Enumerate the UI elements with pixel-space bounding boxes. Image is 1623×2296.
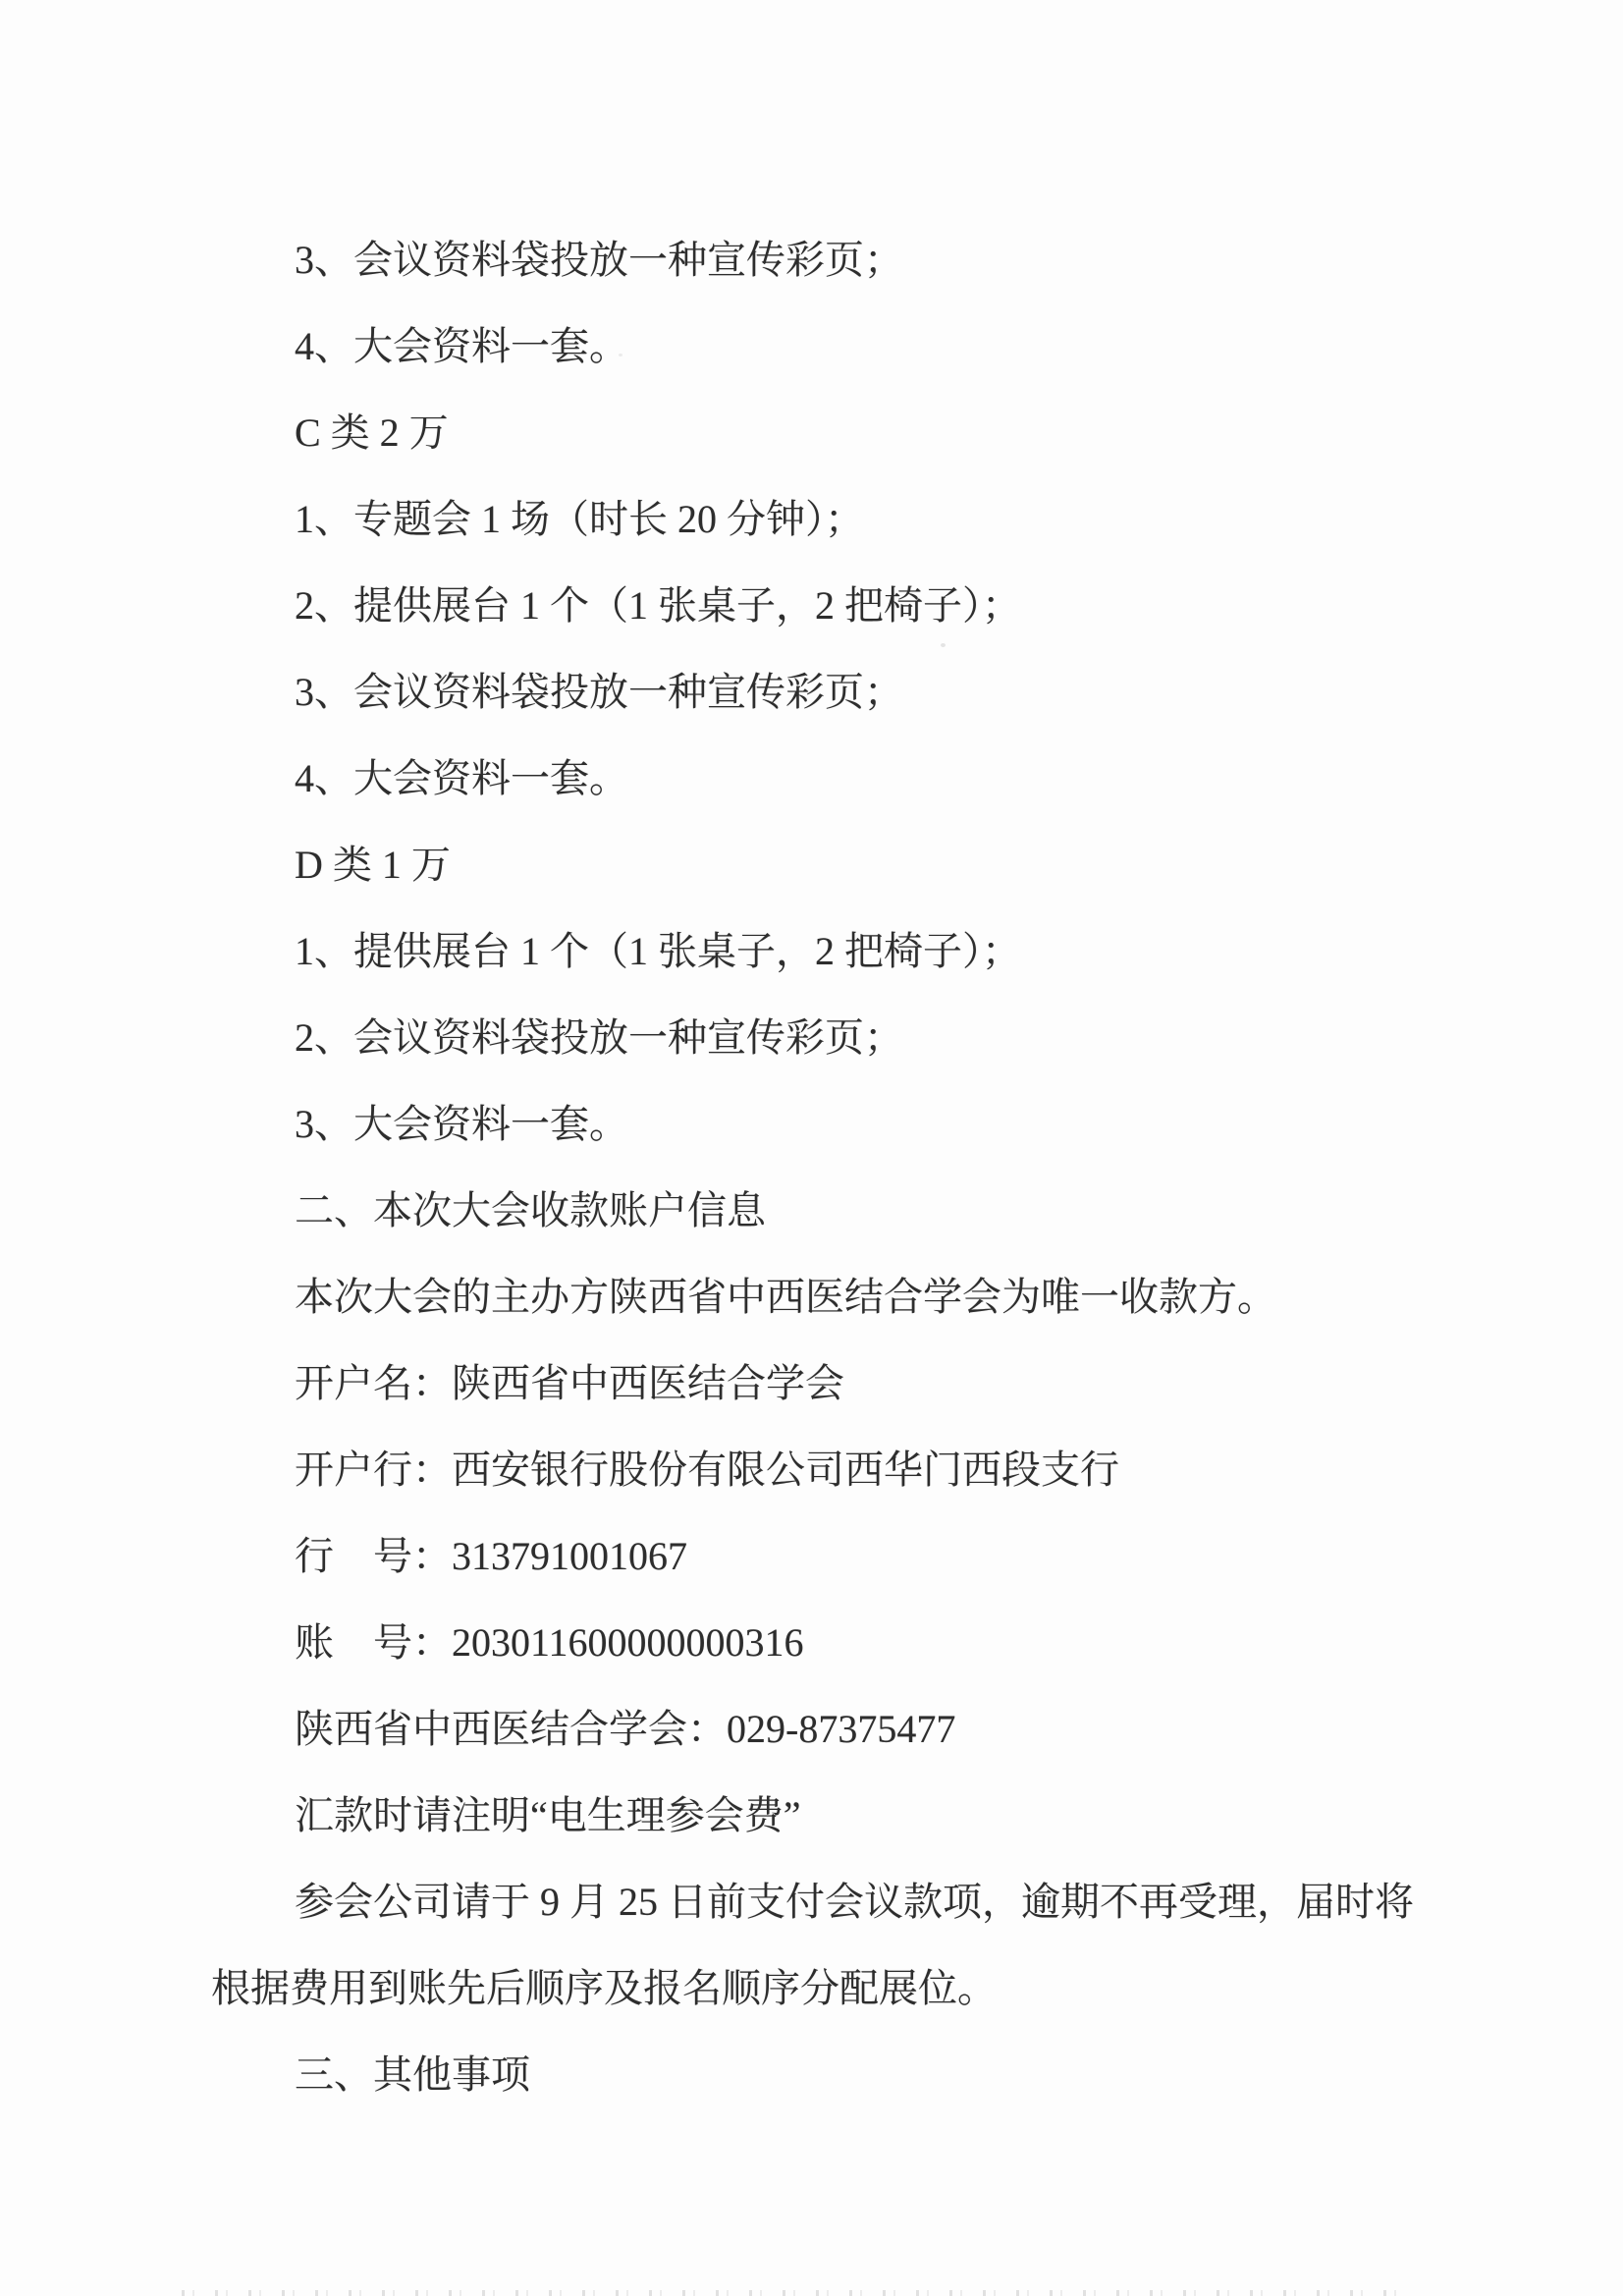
text-line-18: 陕西省中西医结合学会：029-87375477 [295, 1707, 956, 1751]
text-line-13: 本次大会的主办方陕西省中西医结合学会为唯一收款方。 [295, 1275, 1276, 1319]
text-line-2: 4、大会资料一套。 [295, 324, 628, 368]
text-line-16: 行 号：313791001067 [295, 1534, 687, 1578]
text-line-9: 1、提供展台 1 个（1 张桌子，2 把椅子）； [295, 929, 1021, 973]
text-line-6: 3、会议资料袋投放一种宣传彩页； [295, 670, 903, 714]
cutoff-next-line-artifact [182, 2290, 1412, 2296]
document-text-block [211, 224, 1486, 2125]
text-line-17: 账 号：203011600000000316 [295, 1620, 804, 1665]
text-line-5: 2、提供展台 1 个（1 张桌子，2 把椅子）； [295, 583, 1021, 628]
text-line-15: 开户行：西安银行股份有限公司西华门西段支行 [295, 1448, 1119, 1492]
text-line-7: 4、大会资料一套。 [295, 756, 628, 800]
text-line-4: 1、专题会 1 场（时长 20 分钟）； [295, 497, 864, 541]
text-line-19: 汇款时请注明“电生理参会费” [295, 1793, 801, 1837]
text-line-21: 根据费用到账先后顺序及报名顺序分配展位。 [211, 1966, 997, 2010]
scan-speck [619, 354, 622, 356]
text-line-20: 参会公司请于 9 月 25 日前支付会议款项，逾期不再受理，届时将 [295, 1880, 1414, 1924]
text-line-8: D 类 1 万 [295, 843, 451, 887]
text-line-22: 三、其他事项 [295, 2052, 530, 2097]
scan-speck [941, 643, 946, 647]
text-line-1: 3、会议资料袋投放一种宣传彩页； [295, 238, 903, 282]
text-line-3: C 类 2 万 [295, 410, 449, 455]
text-line-11: 3、大会资料一套。 [295, 1102, 628, 1146]
text-line-10: 2、会议资料袋投放一种宣传彩页； [295, 1015, 903, 1060]
text-line-14: 开户名：陕西省中西医结合学会 [295, 1361, 844, 1405]
text-line-12: 二、本次大会收款账户信息 [295, 1188, 766, 1232]
